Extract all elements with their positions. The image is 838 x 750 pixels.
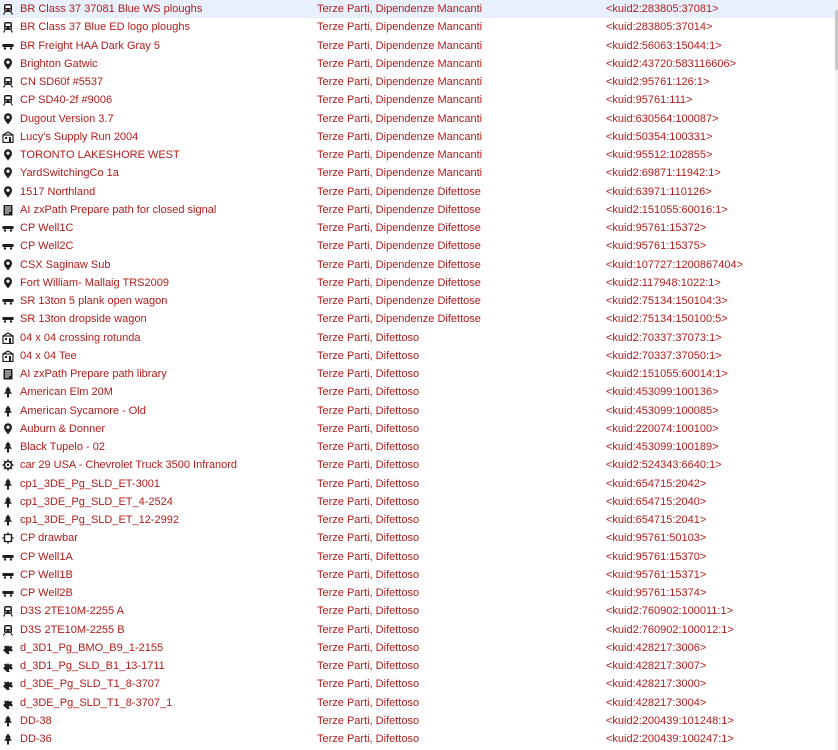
asset-status: Terze Parti, Difettoso	[317, 514, 420, 527]
asset-status: Terze Parti, Difettoso	[317, 331, 420, 344]
list-row[interactable]	[0, 274, 838, 292]
list-row[interactable]	[0, 110, 838, 128]
asset-name: 04 x 04 crossing rotunda	[20, 331, 141, 344]
asset-name: CP Well1C	[20, 222, 74, 235]
list-row[interactable]	[0, 675, 838, 693]
asset-kuid: <kuid:630564:100087>	[606, 112, 719, 125]
asset-kuid: <kuid:428217:3004>	[606, 696, 707, 709]
asset-status: Terze Parti, Dipendenze Difettose	[317, 258, 481, 271]
asset-name: BR Class 37 37081 Blue WS ploughs	[20, 3, 203, 16]
asset-kuid: <kuid:453099:100085>	[606, 404, 719, 417]
asset-status: Terze Parti, Difettoso	[317, 441, 420, 454]
list-row[interactable]	[0, 365, 838, 383]
list-row[interactable]	[0, 292, 838, 310]
list-row[interactable]	[0, 657, 838, 675]
tree-icon	[2, 405, 14, 417]
locomotive-icon	[2, 76, 14, 88]
asset-status: Terze Parti, Difettoso	[317, 550, 420, 563]
tree-icon	[2, 715, 14, 727]
asset-kuid: <kuid2:95761:126:1>	[606, 76, 710, 89]
asset-kuid: <kuid:220074:100100>	[606, 422, 719, 435]
asset-name: CP Well2B	[20, 587, 73, 600]
list-row[interactable]	[0, 493, 838, 511]
asset-name: American Elm 20M	[20, 386, 113, 399]
list-row[interactable]	[0, 694, 838, 712]
list-row[interactable]	[0, 310, 838, 328]
wagon-icon	[2, 222, 14, 234]
asset-status: Terze Parti, Difettoso	[317, 568, 420, 581]
tree-icon	[2, 386, 14, 398]
asset-kuid: <kuid:654715:2042>	[606, 477, 707, 490]
list-row[interactable]	[0, 475, 838, 493]
asset-kuid: <kuid:283805:37014>	[606, 21, 713, 34]
map-pin-icon	[2, 149, 14, 161]
asset-status: Terze Parti, Difettoso	[317, 532, 420, 545]
asset-kuid: <kuid:95761:15370>	[606, 550, 707, 563]
asset-kuid: <kuid:428217:3006>	[606, 641, 707, 654]
asset-status: Terze Parti, Dipendenze Mancanti	[317, 149, 483, 162]
asset-kuid: <kuid:453099:100189>	[606, 441, 719, 454]
asset-name: D3S 2TE10M-2255 A	[20, 605, 124, 618]
list-row[interactable]	[0, 584, 838, 602]
asset-name: Brighton Gatwic	[20, 57, 98, 70]
building-icon	[2, 131, 14, 143]
building-icon	[2, 332, 14, 344]
list-row[interactable]	[0, 37, 838, 55]
asset-status: Terze Parti, Difettoso	[317, 733, 420, 746]
asset-name: Black Tupelo - 02	[20, 441, 105, 454]
locomotive-icon	[2, 94, 14, 106]
puzzle-icon	[2, 660, 14, 672]
list-row[interactable]	[0, 511, 838, 529]
asset-kuid: <kuid2:56063:15044:1>	[606, 39, 722, 52]
list-row[interactable]	[0, 237, 838, 255]
asset-name: SR 13ton dropside wagon	[20, 313, 147, 326]
asset-kuid: <kuid:428217:3000>	[606, 678, 707, 691]
asset-kuid: <kuid2:69871:11942:1>	[606, 167, 721, 180]
list-row[interactable]	[0, 402, 838, 420]
asset-kuid: <kuid:95761:111>	[606, 94, 693, 107]
locomotive-icon	[2, 605, 14, 617]
asset-name: 1517 Northland	[20, 185, 96, 198]
asset-status: Terze Parti, Dipendenze Difettose	[317, 313, 481, 326]
asset-status: Terze Parti, Dipendenze Mancanti	[317, 130, 483, 143]
asset-name: CP Well1A	[20, 550, 73, 563]
asset-kuid: <kuid2:70337:37073:1>	[606, 331, 722, 344]
asset-status: Terze Parti, Difettoso	[317, 404, 420, 417]
list-row[interactable]	[0, 256, 838, 274]
list-row[interactable]	[0, 456, 838, 474]
asset-name: d_3D1_Pg_BMO_B9_1-2155	[20, 641, 164, 654]
asset-kuid: <kuid:453099:100136>	[606, 386, 719, 399]
list-row[interactable]	[0, 602, 838, 620]
asset-status: Terze Parti, Difettoso	[317, 678, 420, 691]
asset-status: Terze Parti, Difettoso	[317, 696, 420, 709]
asset-kuid: <kuid2:760902:100012:1>	[606, 623, 734, 636]
list-row[interactable]	[0, 420, 838, 438]
list-row[interactable]	[0, 621, 838, 639]
asset-name: d_3D1_Pg_SLD_B1_13-1711	[20, 660, 165, 673]
coupler-icon	[2, 532, 14, 544]
list-row[interactable]	[0, 128, 838, 146]
asset-kuid: <kuid2:75134:150100:5>	[606, 313, 728, 326]
list-row[interactable]	[0, 183, 838, 201]
list-row[interactable]	[0, 91, 838, 109]
asset-status: Terze Parti, Dipendenze Mancanti	[317, 57, 483, 70]
asset-status: Terze Parti, Difettoso	[317, 605, 420, 618]
tree-icon	[2, 496, 14, 508]
asset-kuid: <kuid2:70337:37050:1>	[606, 349, 722, 362]
asset-status: Terze Parti, Dipendenze Mancanti	[317, 3, 483, 16]
asset-status: Terze Parti, Dipendenze Mancanti	[317, 21, 483, 34]
map-pin-icon	[2, 58, 14, 70]
asset-status: Terze Parti, Dipendenze Mancanti	[317, 167, 483, 180]
asset-kuid: <kuid:95761:15375>	[606, 240, 707, 253]
list-row[interactable]	[0, 164, 838, 182]
wagon-icon	[2, 569, 14, 581]
map-pin-icon	[2, 186, 14, 198]
asset-status: Terze Parti, Difettoso	[317, 587, 420, 600]
asset-name: American Sycamore - Old	[20, 404, 146, 417]
asset-kuid: <kuid2:200439:101248:1>	[606, 714, 734, 727]
asset-status: Terze Parti, Difettoso	[317, 422, 420, 435]
asset-status: Terze Parti, Difettoso	[317, 368, 420, 381]
wagon-icon	[2, 295, 14, 307]
list-row[interactable]	[0, 0, 838, 18]
map-pin-icon	[2, 259, 14, 271]
library-icon	[2, 368, 14, 380]
asset-kuid: <kuid:95761:15374>	[606, 587, 707, 600]
asset-status: Terze Parti, Difettoso	[317, 495, 420, 508]
wagon-icon	[2, 240, 14, 252]
wagon-icon	[2, 551, 14, 563]
library-icon	[2, 204, 14, 216]
gear-icon	[2, 459, 14, 471]
list-row[interactable]	[0, 219, 838, 237]
list-row[interactable]	[0, 18, 838, 36]
list-row[interactable]	[0, 329, 838, 347]
asset-name: car 29 USA - Chevrolet Truck 3500 Infranord	[20, 459, 238, 472]
asset-kuid: <kuid2:75134:150104:3>	[606, 295, 728, 308]
map-pin-icon	[2, 167, 14, 179]
asset-name: Dugout Version 3.7	[20, 112, 114, 125]
asset-kuid: <kuid:654715:2041>	[606, 514, 707, 527]
asset-name: DD-36	[20, 733, 52, 746]
asset-name: CP Well1B	[20, 568, 73, 581]
asset-status: Terze Parti, Difettoso	[317, 386, 420, 399]
asset-kuid: <kuid:428217:3007>	[606, 660, 707, 673]
asset-name: cp1_3DE_Pg_SLD_ET_4-2524	[20, 495, 173, 508]
asset-kuid: <kuid:107727:1200867404>	[606, 258, 744, 271]
asset-name: BR Class 37 Blue ED logo ploughs	[20, 21, 190, 34]
asset-kuid: <kuid2:760902:100011:1>	[606, 605, 734, 618]
asset-kuid: <kuid:95761:50103>	[606, 532, 707, 545]
map-pin-icon	[2, 277, 14, 289]
asset-status: Terze Parti, Difettoso	[317, 477, 420, 490]
asset-name: D3S 2TE10M-2255 B	[20, 623, 125, 636]
asset-name: Auburn & Donner	[20, 422, 105, 435]
list-row[interactable]	[0, 529, 838, 547]
asset-name: Lucy's Supply Run 2004	[20, 130, 139, 143]
asset-status: Terze Parti, Dipendenze Mancanti	[317, 39, 483, 52]
list-row[interactable]	[0, 639, 838, 657]
asset-kuid: <kuid:95761:15372>	[606, 222, 707, 235]
asset-kuid: <kuid2:151055:60014:1>	[606, 368, 728, 381]
asset-kuid: <kuid:654715:2040>	[606, 495, 707, 508]
asset-status: Terze Parti, Dipendenze Mancanti	[317, 94, 483, 107]
list-row[interactable]	[0, 55, 838, 73]
list-row[interactable]	[0, 146, 838, 164]
asset-name: YardSwitchingCo 1a	[20, 167, 119, 180]
asset-kuid: <kuid2:200439:100247:1>	[606, 733, 734, 746]
asset-name: TORONTO LAKESHORE WEST	[20, 149, 180, 162]
asset-status: Terze Parti, Dipendenze Mancanti	[317, 76, 483, 89]
puzzle-icon	[2, 642, 14, 654]
list-row[interactable]	[0, 548, 838, 566]
asset-status: Terze Parti, Dipendenze Difettose	[317, 185, 481, 198]
wagon-icon	[2, 40, 14, 52]
asset-kuid: <kuid2:283805:37081>	[606, 3, 719, 16]
asset-kuid: <kuid:95761:15371>	[606, 568, 707, 581]
asset-kuid: <kuid2:524343:6640:1>	[606, 459, 722, 472]
asset-status: Terze Parti, Dipendenze Difettose	[317, 222, 481, 235]
asset-status: Terze Parti, Dipendenze Difettose	[317, 203, 481, 216]
asset-status: Terze Parti, Difettoso	[317, 459, 420, 472]
asset-name: 04 x 04 Tee	[20, 349, 77, 362]
asset-name: d_3DE_Pg_SLD_T1_8-3707	[20, 678, 161, 691]
puzzle-icon	[2, 697, 14, 709]
asset-name: AI zxPath Prepare path library	[20, 368, 167, 381]
map-pin-icon	[2, 423, 14, 435]
asset-status: Terze Parti, Dipendenze Mancanti	[317, 112, 483, 125]
asset-name: CN SD60f #5537	[20, 76, 104, 89]
asset-status: Terze Parti, Difettoso	[317, 623, 420, 636]
asset-status: Terze Parti, Dipendenze Difettose	[317, 295, 481, 308]
list-row[interactable]	[0, 712, 838, 730]
locomotive-icon	[2, 21, 14, 33]
asset-name: cp1_3DE_Pg_SLD_ET-3001	[20, 477, 161, 490]
asset-status: Terze Parti, Difettoso	[317, 660, 420, 673]
asset-kuid: <kuid:50354:100331>	[606, 130, 713, 143]
tree-icon	[2, 478, 14, 490]
asset-name: Fort William- Mallaig TRS2009	[20, 276, 169, 289]
asset-kuid: <kuid2:151055:60016:1>	[606, 203, 728, 216]
asset-kuid: <kuid2:43720:583116606>	[606, 57, 737, 70]
asset-name: cp1_3DE_Pg_SLD_ET_12-2992	[20, 514, 180, 527]
asset-name: CP SD40-2f #9006	[20, 94, 113, 107]
locomotive-icon	[2, 3, 14, 15]
asset-status: Terze Parti, Difettoso	[317, 714, 420, 727]
list-row[interactable]	[0, 438, 838, 456]
asset-name: CSX Saginaw Sub	[20, 258, 111, 271]
tree-icon	[2, 733, 14, 745]
puzzle-icon	[2, 678, 14, 690]
wagon-icon	[2, 587, 14, 599]
asset-name: AI zxPath Prepare path for closed signal	[20, 203, 217, 216]
asset-name: DD-38	[20, 714, 52, 727]
asset-name: d_3DE_Pg_SLD_T1_8-3707_1	[20, 696, 173, 709]
asset-kuid: <kuid:63971:110126>	[606, 185, 712, 198]
asset-name: SR 13ton 5 plank open wagon	[20, 295, 168, 308]
building-icon	[2, 350, 14, 362]
asset-status: Terze Parti, Dipendenze Difettose	[317, 240, 481, 253]
asset-status: Terze Parti, Dipendenze Difettose	[317, 276, 481, 289]
asset-status: Terze Parti, Difettoso	[317, 349, 420, 362]
asset-status: Terze Parti, Difettoso	[317, 641, 420, 654]
list-row[interactable]	[0, 383, 838, 401]
tree-icon	[2, 514, 14, 526]
list-row[interactable]	[0, 73, 838, 91]
wagon-icon	[2, 313, 14, 325]
locomotive-icon	[2, 624, 14, 636]
map-pin-icon	[2, 113, 14, 125]
asset-name: CP Well2C	[20, 240, 74, 253]
list-row[interactable]	[0, 730, 838, 748]
tree-icon	[2, 441, 14, 453]
asset-name: CP drawbar	[20, 532, 78, 545]
asset-kuid: <kuid2:117948:1022:1>	[606, 276, 721, 289]
list-row[interactable]	[0, 201, 838, 219]
asset-kuid: <kuid:95512:102855>	[606, 149, 713, 162]
asset-name: BR Freight HAA Dark Gray 5	[20, 39, 160, 52]
list-row[interactable]	[0, 347, 838, 365]
list-row[interactable]	[0, 566, 838, 584]
